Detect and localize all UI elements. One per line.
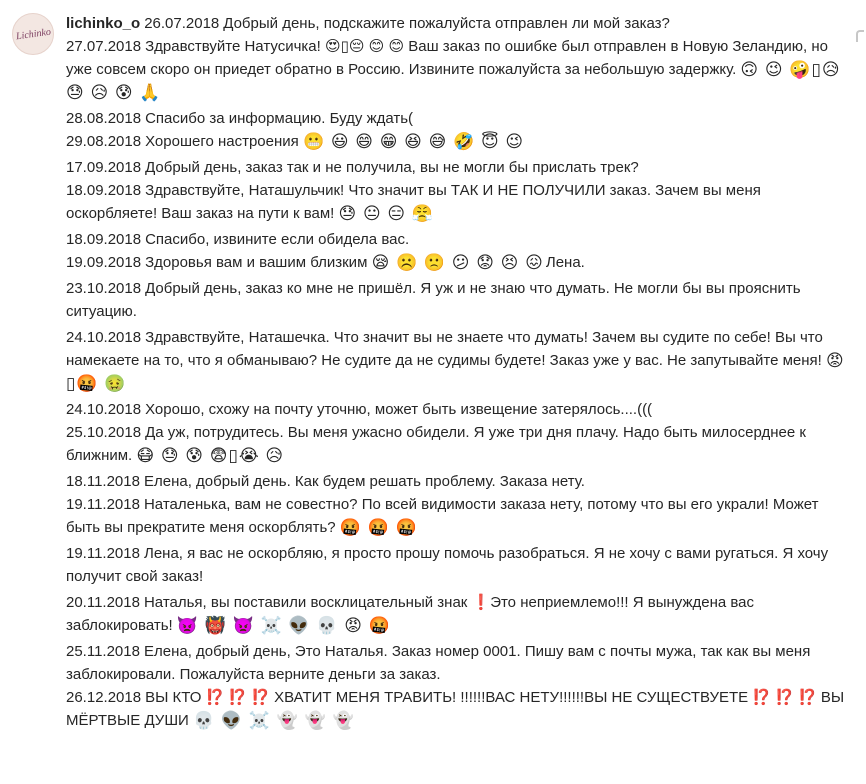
message-date: 27.07.2018 [66,38,142,55]
message-7 [66,228,846,251]
message-14 [66,493,846,539]
message-15 [66,542,846,588]
message-4 [66,130,846,153]
message-text: Хорошего настроения [145,133,299,150]
message-date: 19.09.2018 [66,254,142,271]
message-date: 25.10.2018 [66,424,142,441]
message-3 [66,107,846,130]
message-date: 18.09.2018 [66,182,142,199]
message-text: Здравствуйте, Наташульчик! Что значит вы ТАК И НЕ ПОЛУЧИЛИ заказ. Зачем вы меня оскорбляете! Ваш заказ на пути к вам! [66,182,761,222]
message-text: Лена, я вас не оскорбляю, я просто прошу помочь разобраться. Я не хочу с вами ругаться. Я хочу получит свой заказ! [66,545,829,585]
message-9 [66,277,846,323]
message-13 [66,470,846,493]
message-date: 17.09.2018 [66,159,142,176]
message-text: Спасибо, извините если обидела вас. [145,231,410,248]
message-text: Хорошо, схожу на почту уточню, может быть извещение затерялось....((( [145,401,653,418]
message-text: Наталья, вы поставили восклицательный знак ❗Это неприемлемо!!! Я вынуждена вас заблокировать! [66,594,755,634]
message-text: Елена, добрый день. Как будем решать проблему. Заказа нету. [143,473,585,490]
message-12 [66,421,846,467]
emoji-group: 😷 😓 😰 😨▯😭 😥 [136,446,285,465]
message-date: 23.10.2018 [66,280,142,297]
message-6 [66,179,846,225]
message-date: 19.11.2018 [66,545,140,562]
emoji-group: 👿 👹 👿 ☠️ 👽 💀 😡 🤬 [176,616,391,635]
emoji-group: 😓 😐 😑 😤 [338,204,435,223]
message-text: Спасибо за информацию. Буду ждать( [145,110,414,127]
emoji-group: 💀 👽 ☠️ 👻 👻 👻 [193,711,355,730]
message-10 [66,326,846,395]
message-11 [66,398,846,421]
message-date: 20.11.2018 [66,594,140,611]
message-text: Добрый день, подскажите пожалуйста отправлен ли мой заказ? [223,15,670,32]
message-8 [66,251,846,274]
message-text: Здравствуйте, Наташечка. Что значит вы не знаете что думать! Зачем вы судите по себе! Вы что намекаете на то, что я обманываю? Не судите да не судимы будете! Заказ уже у вас. Не запутывайте меня! [66,329,823,369]
emoji-group: 🙃 😉 🤪▯😥 😓 😥 😰 🙏 [66,60,841,102]
avatar[interactable] [12,13,54,55]
emoji-group: 😪 ☹️ 🙁 😕 😟 😣 😖 [371,253,544,272]
message-date: 29.08.2018 [66,133,142,150]
message-16 [66,591,846,637]
message-date: 18.09.2018 [66,231,142,248]
message-date: 26.12.2018 [66,689,142,706]
more-options-icon[interactable] [856,30,864,42]
message-date: 24.10.2018 [66,329,142,346]
message-date: 25.11.2018 [66,643,140,660]
avatar-logo-text: Lichinko [14,26,52,42]
username-link[interactable]: lichinko_o [66,15,141,32]
message-18 [66,686,846,732]
message-17 [66,640,846,686]
message-signoff: Лена. [545,254,585,271]
message-text: Елена, добрый день, Это Наталья. Заказ номер 0001. Пишу вам с почты мужа, так как вы меня заблокировали. Пожалуйста верните деньги за заказ. [66,643,811,683]
message-text: Добрый день, заказ так и не получила, вы не могли бы прислать трек? [145,159,639,176]
message-date: 28.08.2018 [66,110,142,127]
message-2 [66,35,846,104]
emoji-group: 😡▯🤬 🤢 [66,351,845,393]
message-text: Да уж, потрудитесь. Вы меня ужасно обидели. Я уже три дня плачу. Надо быть милосерднее к ближним. [66,424,806,464]
message-text: Наталенька, вам не совестно? По всей видимости заказа нету, потому что вы его украли! Может быть вы прекратите меня оскорблять? [66,496,819,536]
message-5 [66,156,846,179]
message-date: 26.07.2018 [144,15,220,32]
message-date: 19.11.2018 [66,496,140,513]
message-date: 18.11.2018 [66,473,140,490]
message-text: Добрый день, заказ ко мне не пришёл. Я уж и не знаю что думать. Не могли бы вы прояснить ситуацию. [66,280,801,320]
comment-thread [66,12,846,732]
message-text: Здоровья вам и вашим близким [145,254,368,271]
message-text: ВЫ КТО ⁉️ ⁉️ ⁉️ ХВАТИТ МЕНЯ ТРАВИТЬ! !!!!!!ВАС НЕТУ!!!!!!ВЫ НЕ СУЩЕСТВУЕТЕ ⁉️ ⁉️ ⁉️ ВЫ МЁРТВЫЕ ДУШИ [66,689,845,729]
message-1 [66,12,846,35]
message-text: Здравствуйте Натусичка! 😍▯😔 😊 😊 Ваш заказ по ошибке был отправлен в Новую Зеландию, но уже совсем скоро он приедет обратно в Россию. Извините пожалуйста за небольшую задержку. [66,38,829,78]
emoji-group: 😬 😃 😄 😁 😆 😅 🤣 😇 😉 [302,132,525,151]
message-date: 24.10.2018 [66,401,142,418]
emoji-group: 🤬 🤬 🤬 [339,518,418,537]
